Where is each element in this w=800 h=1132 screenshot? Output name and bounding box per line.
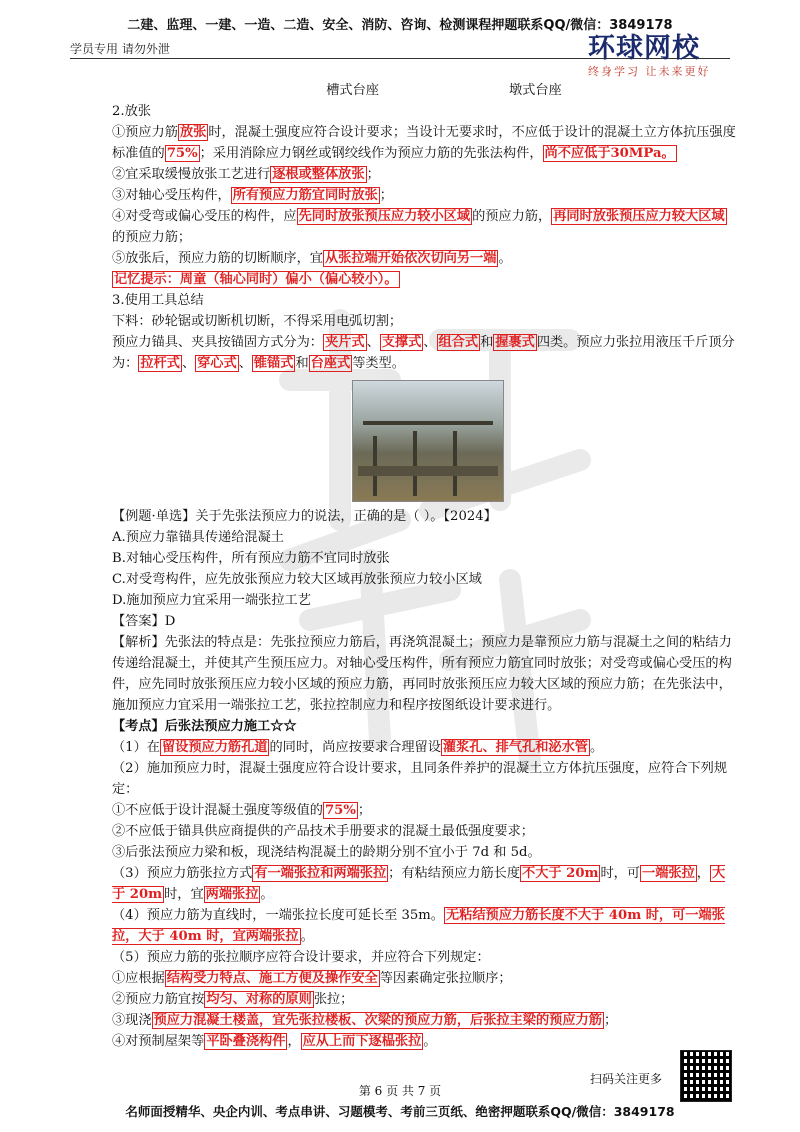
document-body (112, 80, 736, 1052)
brand-logo (588, 26, 738, 78)
key-point-5d: ④对预制屋架等 平卧叠浇构件 ， 应从上而下逐榀张拉 。 (112, 1034, 437, 1049)
key-point-2b: ②不应低于锚具供应商提供的产品技术手册要求的混凝土最低强度要求； (112, 824, 534, 839)
caption-pier: 墩式台座 (509, 83, 562, 98)
key-point-1: （1）在 留设预应力筋孔道 的同时，尚应按要求合理留设 灌浆孔、排气孔和泌水管 。 (112, 740, 604, 755)
caption-trough: 槽式台座 (326, 83, 379, 98)
key-point-5a: ①应根据 结构受力特点、施工方便及操作安全 等因素确定张拉顺序； (112, 971, 512, 986)
key-point-5: （5）预应力筋的张拉顺序应符合设计要求，并应符合下列规定： (112, 950, 490, 965)
key-point-5c: ③现浇 预应力混凝土楼盖，宜先张拉楼板、次梁的预应力筋，后张拉主梁的预应力筋 ； (112, 1013, 618, 1028)
para-release-4: ④对受弯或偏心受压的构件，应 先同时放张预压应力较小区域 的预应力筋， 再同时放张预压应力较大区域的预应力筋； (112, 209, 725, 245)
header-left-note: 学员专用 请勿外泄 (70, 42, 170, 56)
key-point-3: （3）预应力筋张拉方式 有一端张拉和两端张拉 ；有粘结预应力筋长度 不大于 20m 时，可 一端张拉 ， 大于 20m 时，宜 两端张拉 。 (112, 866, 726, 902)
para-release-1: ①预应力筋 放张 时，混凝土强度应符合设计要求；当设计无要求时，不应低于设计的混凝土立方体抗压强度标准值的 75% ；采用消除应力钢丝或钢绞线作为预应力筋的先张法构件， 尚不应低于30MPa。 (112, 125, 736, 161)
answer: 【答案】D (112, 614, 176, 629)
memo-tip: 记忆提示：周童（轴心同时）偏小（偏心较小）。 (114, 272, 398, 287)
example-question: 【例题·单选】关于先张法预应力的说法，正确的是（ ）。【2024】 (112, 509, 497, 524)
para-cutting: 下料：砂轮锯或切断机切断，不得采用电弧切割； (112, 314, 403, 329)
figure-captions (152, 80, 736, 101)
option-b: B.对轴心受压构件，所有预应力筋不宜同时放张 (112, 551, 390, 566)
section-3-title: 3.使用工具总结 (112, 293, 204, 308)
explanation: 【解析】先张法的特点是：先张拉预应力筋后，再浇筑混凝土；预应力是靠预应力筋与混凝土之间的粘结力传递给混凝土，并使其产生预压应力。对轴心受压构件，所有预应力筋宜同时放张；对受弯或偏心受压的构件，应先同时放张预压应力较小区域的预应力筋，再同时放张预压应力较大区域的预应力筋；在先张法中，施加预应力宜采用一端张拉工艺，张拉控制应力和程序按图纸设计要求进行。 (112, 635, 732, 713)
page-number: 第 6 页 共 7 页 (358, 1084, 442, 1098)
key-point-title: 【考点】后张法预应力施工☆☆ (112, 719, 297, 734)
key-point-2: （2）施加预应力时，混凝土强度应符合设计要求，且同条件养护的混凝土立方体抗压强度，应符合下列规定： (112, 761, 728, 797)
key-point-2c: ③后张法预应力梁和板，现浇结构混凝土的龄期分别不宜小于 7d 和 5d。 (112, 845, 541, 860)
key-point-2a: ①不应低于设计混凝土强度等级值的 75% ； (112, 803, 372, 818)
logo-text: 环球网校 (588, 33, 700, 64)
logo-slogan: 终身学习 让未来更好 (588, 65, 711, 78)
scan-label: 扫码关注更多 (590, 1072, 663, 1086)
header-top-line: 二建、监理、一建、一造、二造、安全、消防、咨询、检测课程押题联系QQ/微信：3849178 (127, 18, 673, 33)
para-release-3: ③对轴心受压构件， 所有预应力筋宜同时放张 ； (112, 188, 393, 203)
construction-photo (352, 380, 504, 502)
para-release-5: ⑤放张后，预应力筋的切断顺序，宜 从张拉端开始依次切向另一端 。 (112, 251, 512, 266)
para-tools: 预应力锚具、夹具按锚固方式分为： 夹片式 、 支撑式 、 组合式 和 握裹式 四类。预应力张拉用液压千斤顶分为： 拉杆式 、 穿心式 、 锥锚式 和 台座式 等类型。 (112, 335, 735, 371)
section-2-title: 2.放张 (112, 104, 151, 119)
para-release-2: ②宜采取缓慢放张工艺进行 逐根或整体放张 ； (112, 167, 380, 182)
option-d: D.施加预应力宜采用一端张拉工艺 (112, 593, 311, 608)
key-point-4: （4）预应力筋为直线时，一端张拉长度可延长至 35m。 无粘结预应力筋长度不大于 40m 时，可一端张拉，大于 40m 时，宜两端张拉 。 (112, 908, 725, 944)
footer-line: 名师面授精华、央企内训、考点串讲、习题模考、考前三页纸、绝密押题联系QQ/微信：3849178 (125, 1104, 675, 1119)
option-a: A.预应力靠锚具传递给混凝土 (112, 530, 284, 545)
option-c: C.对受弯构件，应先放张预应力较大区域再放张预应力较小区域 (112, 572, 482, 587)
key-point-5b: ②预应力筋宜按 均匀、对称的原则 张拉； (112, 992, 354, 1007)
